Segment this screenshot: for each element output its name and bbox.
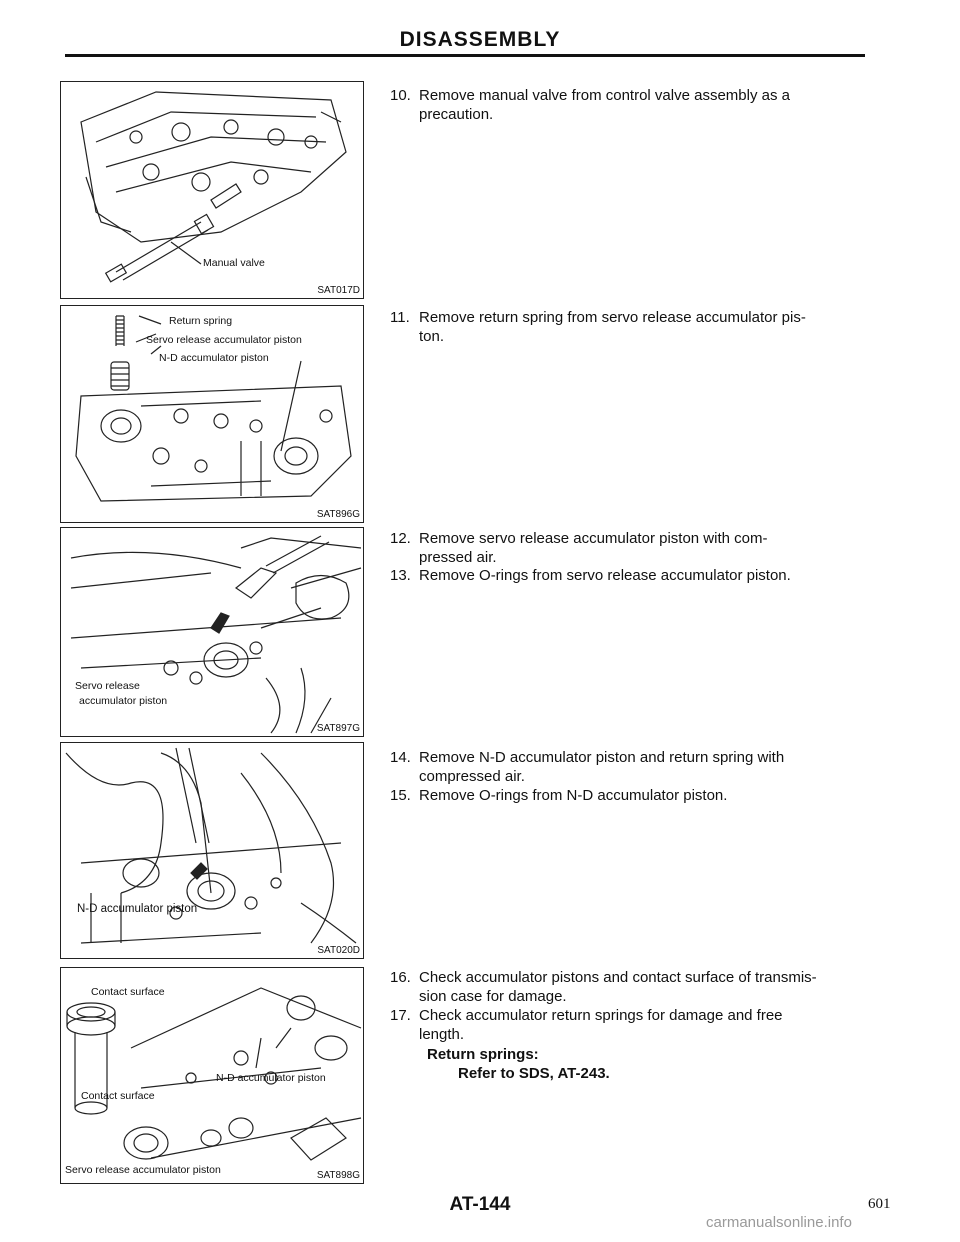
label-accumulator-piston: accumulator piston xyxy=(79,695,168,707)
step-11 xyxy=(390,308,870,346)
step-text-cont: sion case for damage. xyxy=(419,988,567,1005)
step-17 xyxy=(390,1006,870,1044)
step-12 xyxy=(390,529,870,567)
label-servo-release: Servo release xyxy=(75,680,140,692)
page-number: 601 xyxy=(868,1196,891,1212)
step-text-cont: compressed air. xyxy=(419,768,525,785)
step-text: Remove manual valve from control valve assembly as a xyxy=(419,87,790,104)
figure-code: SAT017D xyxy=(317,285,360,296)
label-contact-surface-bottom: Contact surface xyxy=(81,1090,155,1102)
watermark: carmanualsonline.info xyxy=(706,1214,852,1231)
label-contact-surface-top: Contact surface xyxy=(91,986,165,998)
figure-code: SAT897G xyxy=(316,723,360,734)
step-text: Remove O-rings from servo release accumulator piston. xyxy=(419,567,791,584)
nd-accumulator-air-illustration xyxy=(61,743,363,958)
step-text-cont: pressed air. xyxy=(419,549,497,566)
figure-manual-valve xyxy=(60,81,364,299)
step-number: 11. xyxy=(390,309,410,326)
step-text: Remove N-D accumulator piston and return spring with xyxy=(419,749,785,766)
figure-servo-release-air xyxy=(60,527,364,737)
title-rule xyxy=(65,54,865,57)
step-16 xyxy=(390,968,870,1006)
step-text-cont: length. xyxy=(419,1026,465,1043)
note-body: Refer to SDS, AT-243. xyxy=(458,1065,610,1082)
label-nd-accumulator-piston: N-D accumulator piston xyxy=(159,352,269,364)
step-number: 15. xyxy=(390,787,411,804)
figure-code: SAT896G xyxy=(316,509,360,520)
label-return-spring: Return spring xyxy=(169,315,233,327)
step-number: 14. xyxy=(390,749,411,766)
figure-return-spring xyxy=(60,305,364,523)
step-15 xyxy=(390,786,870,805)
step-text: Remove return spring from servo release accumulator pis- xyxy=(419,309,806,326)
step-13 xyxy=(390,566,870,585)
figure-code: SAT020D xyxy=(317,945,360,956)
step-text-cont: ton. xyxy=(419,328,445,345)
step-number: 16. xyxy=(390,969,411,986)
figure-nd-accumulator-air xyxy=(60,742,364,959)
step-number: 13. xyxy=(390,567,411,584)
page-id: AT-144 xyxy=(449,1194,511,1215)
figure-code: SAT898G xyxy=(316,1170,360,1181)
step-text: Remove servo release accumulator piston with com- xyxy=(419,530,768,547)
step-text-cont: precaution. xyxy=(419,106,494,123)
step-number: 12. xyxy=(390,530,411,547)
step-10 xyxy=(390,86,870,124)
label-nd-accumulator-piston: N-D accumulator piston xyxy=(77,903,198,915)
step-text: Check accumulator pistons and contact surface of transmis- xyxy=(419,969,817,986)
step-number: 17. xyxy=(390,1007,411,1024)
step-text: Remove O-rings from N-D accumulator piston. xyxy=(419,787,728,804)
label-servo-release-accumulator-piston: Servo release accumulator piston xyxy=(146,334,302,346)
step-text: Check accumulator return springs for damage and free xyxy=(419,1007,783,1024)
step-number: 10. xyxy=(390,87,411,104)
figure-contact-surfaces xyxy=(60,967,364,1184)
label-manual-valve: Manual valve xyxy=(203,257,265,269)
label-nd-accumulator-piston: N-D accumulator piston xyxy=(216,1072,326,1084)
label-servo-release-accumulator-piston: Servo release accumulator piston xyxy=(65,1164,221,1176)
step-14 xyxy=(390,748,870,786)
note-heading: Return springs: xyxy=(427,1046,539,1063)
page-title: DISASSEMBLY xyxy=(399,28,561,51)
